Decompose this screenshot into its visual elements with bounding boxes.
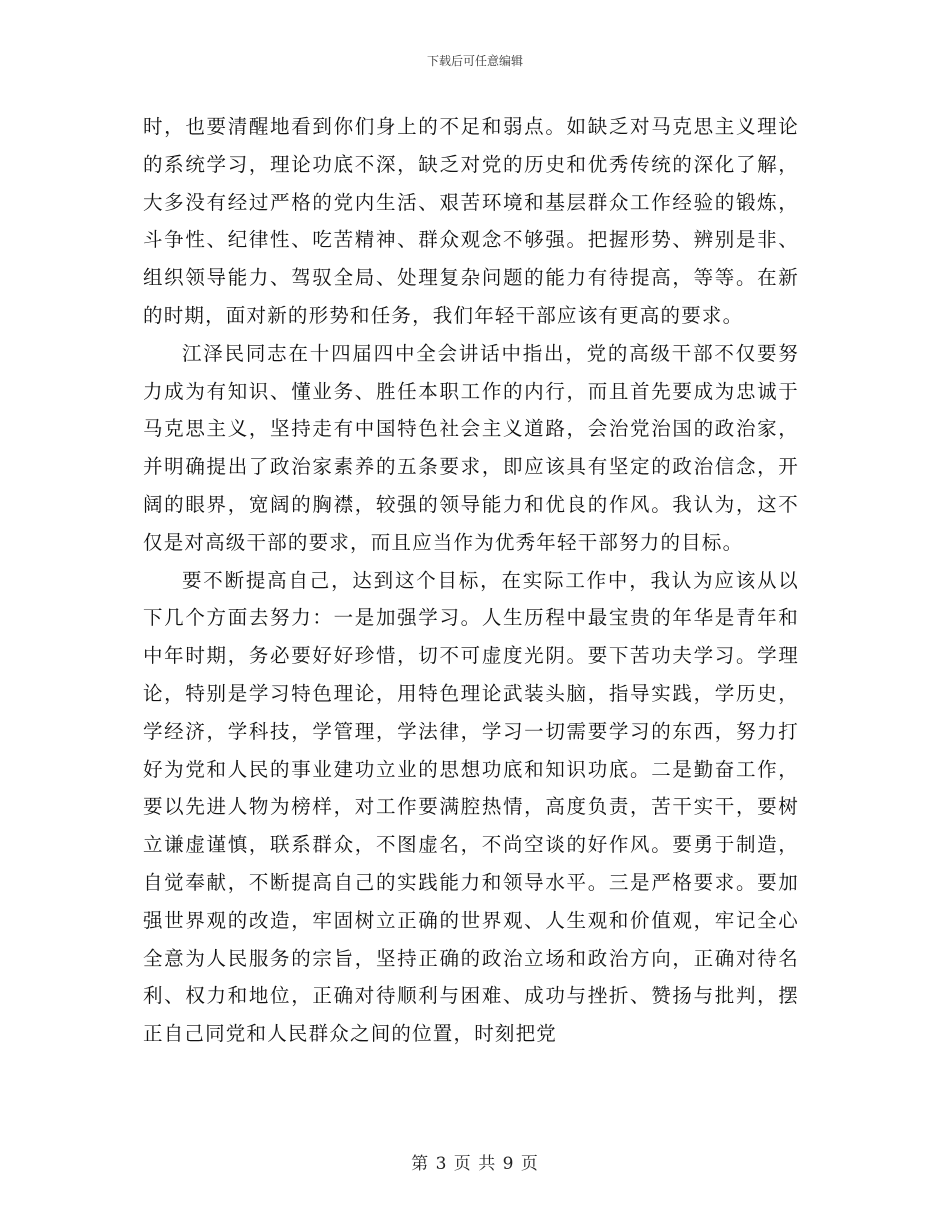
page-header: 下载后可任意编辑 (426, 54, 523, 68)
document-body (143, 108, 799, 1053)
page-number-footer: 第 3 页 共 9 页 (411, 1154, 539, 1174)
paragraph-2: 江泽民同志在十四届四中全会讲话中指出，党的高级干部不仅要努力成为有知识、懂业务、胜任本职工作的内行，而且首先要成为忠诚于马克思主义，坚持走有中国特色社会主义道路，会治党治国的政治家，并明确提出了政治家素养的五条要求，即应该具有坚定的政治信念，开阔的眼界，宽阔的胸襟，较强的领导能力和优良的作风。我认为，这不仅是对高级干部的要求，而且应当作为优秀年轻干部努力的目标。 (143, 341, 799, 554)
paragraph-3: 要不断提高自己，达到这个目标，在实际工作中，我认为应该从以下几个方面去努力：一是加强学习。人生历程中最宝贵的年华是青年和中年时期，务必要好好珍惜，切不可虚度光阴。要下苦功夫学习。学理论，特别是学习特色理论，用特色理论武装头脑，指导实践，学历史，学经济，学科技，学管理，学法律，学习一切需要学习的东西，努力打好为党和人民的事业建功立业的思想功底和知识功底。二是勤奋工作，要以先进人物为榜样，对工作要满腔热情，高度负责，苦干实干，要树立谦虚谨慎，联系群众，不图虚名，不尚空谈的好作风。要勇于制造，自觉奉献，不断提高自己的实践能力和领导水平。三是严格要求。要加强世界观的改造，牢固树立正确的世界观、人生观和价值观，牢记全心全意为人民服务的宗旨，坚持正确的政治立场和政治方向，正确对待名利、权力和地位，正确对待顺利与困难、成功与挫折、赞扬与批判，摆正自己同党和人民群众之间的位置，时刻把党 (143, 568, 799, 1046)
paragraph-1: 时，也要清醒地看到你们身上的不足和弱点。如缺乏对马克思主义理论的系统学习，理论功底不深，缺乏对党的历史和优秀传统的深化了解，大多没有经过严格的党内生活、艰苦环境和基层群众工作经验的锻炼，斗争性、纪律性、吃苦精神、群众观念不够强。把握形势、辨别是非、组织领导能力、驾驭全局、处理复杂问题的能力有待提高，等等。在新的时期，面对新的形势和任务，我们年轻干部应该有更高的要求。 (143, 115, 799, 327)
